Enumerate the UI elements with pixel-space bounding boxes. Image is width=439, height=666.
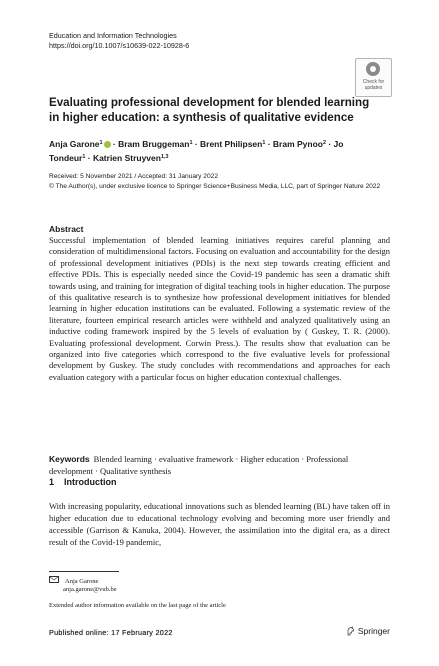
author-affiliation-marker: 1,3: [160, 153, 169, 160]
published-online-date: Published online: 17 February 2022: [49, 628, 173, 637]
section-heading-introduction: [49, 477, 117, 487]
author-affiliation-marker: 1: [189, 140, 193, 146]
springer-horse-icon: [346, 626, 355, 636]
author-list: [49, 137, 379, 164]
author-affiliation-marker: 1: [99, 140, 103, 146]
corresponding-author-email[interactable]: anja.garone@vub.be: [63, 586, 117, 593]
copyright-notice: © The Author(s), under exclusive licence to Springer Science+Business Media, LLC, part of Springer Nature 2022: [49, 182, 381, 190]
springer-logo: [346, 626, 390, 636]
orcid-icon[interactable]: [104, 141, 111, 148]
author-name[interactable]: Katrien Struyven: [92, 152, 161, 163]
author-affiliation-marker: 2: [322, 140, 326, 146]
author-affiliation-marker: 1: [262, 140, 266, 146]
envelope-icon: [49, 576, 59, 583]
author-name[interactable]: Jo Tondeur: [49, 139, 344, 163]
author-name[interactable]: Bram Pynoo: [272, 139, 323, 149]
journal-name: Education and Information Technologies: [49, 31, 177, 40]
article-title: Evaluating professional development for blended learning in higher education: a synthesis of qualitative evidence: [49, 96, 370, 124]
extended-author-info: Extended author information available on the last page of the article: [49, 602, 226, 609]
keywords-text: Blended learning · evaluative framework · Higher education · Professional development · Qualitative synthesis: [49, 454, 349, 476]
author-name[interactable]: Anja Garone: [49, 139, 100, 149]
corresponding-author-name: Anja Garone: [65, 578, 99, 585]
author-separator: ·: [110, 139, 119, 149]
doi-link[interactable]: https://doi.org/10.1007/s10639-022-10928-6: [49, 41, 190, 50]
keywords-heading: Keywords: [49, 454, 90, 464]
abstract-text: Successful implementation of blended learning initiatives requires careful planning and consideration of multidimensional factors. Focusing on evaluation and accountability for the design of professional development initiatives (PDIs) is the next step towards creating efficient and effective PDIs. This is especially needed since the Covid-19 pandemic has seen a dramatic shift towards using, and training for integration of digital teaching tools in higher education. The purpose of this qualitative research is to synthesize how professional development initiatives for blended learning in higher education institutions can be evaluated. Following a systematic review of the literature, fourteen empirical research articles were withheld and analyzed qualitatively using an inductive coding framework inspired by the 5 levels of evaluation by ( Guskey, T. R. (2000). Evaluating professional development. Corwin Press.). The results show that evaluation can be organized into five categories which correspond to the five evaluative levels for professional development by Guskey. The study concludes with recommendations and approaches for each evaluation category with a particular focus on higher education contextual challenges.: [49, 235, 390, 382]
section-number: 1: [49, 477, 55, 487]
author-separator: ·: [192, 139, 200, 149]
author-affiliation-marker: 1: [82, 153, 86, 160]
author-separator: ·: [265, 139, 273, 149]
author-name[interactable]: Brent Philipsen: [200, 139, 263, 149]
check-for-updates-badge[interactable]: [355, 58, 392, 97]
author-separator: ·: [325, 139, 334, 149]
footnote-divider: [49, 571, 119, 572]
author-name[interactable]: Bram Bruggeman: [118, 139, 190, 149]
received-accepted-dates: Received: 5 November 2021 / Accepted: 31 January 2022: [49, 173, 218, 180]
section-title: Introduction: [64, 477, 117, 487]
introduction-text: With increasing popularity, educational innovations such as blended learning (BL) have taken off in higher education due to educational technology evolving and becoming more user friendly and accessible (Garrison & Kanuka, 2004). However, the assimilation into the digital era, as a direct result of the Covid-19 pandemic,: [49, 501, 390, 547]
keywords: [49, 454, 390, 477]
check-for-updates-icon: [366, 62, 380, 76]
publisher-name: Springer: [357, 626, 390, 636]
author-separator: ·: [85, 152, 93, 163]
abstract-heading: Abstract: [49, 224, 84, 234]
check-for-updates-label: Check for updates: [362, 79, 385, 91]
